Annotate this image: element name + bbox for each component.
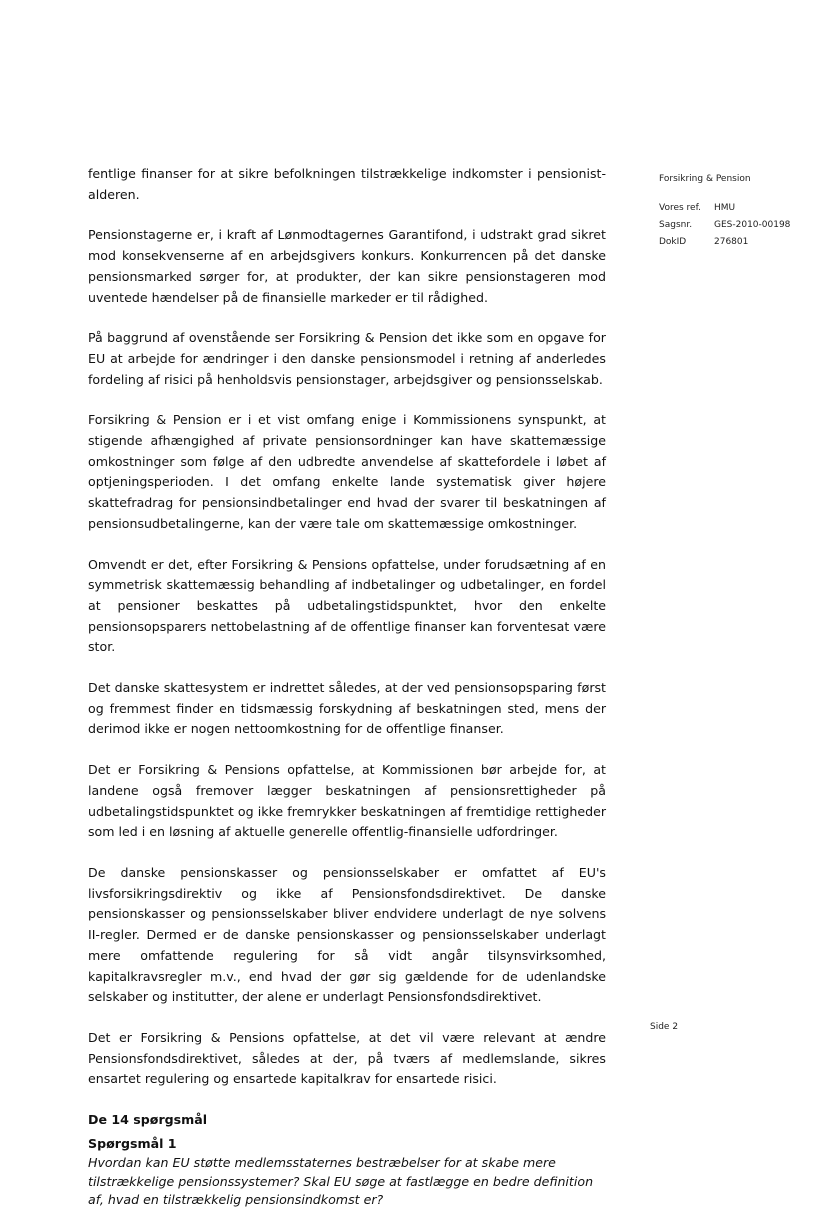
meta-label: DokID: [659, 237, 687, 247]
meta-label: Sagsnr.: [659, 220, 693, 230]
paragraph: De danske pensionskasser og pensionsselskaber er omfattet af EU's livsforsikringsdirektiv og ikke af Pensionsfondsdirektivet. De danske pensionskasser og pensionsselskaber bliver endvidere underlagt de nye solvens II-regler. Dermed er de danske pensionskasser og pensionsselskaber underlagt mere omfattende regulering for så vidt angår tilsynsvirksomhed, kapitalkravsregler m.v., end hvad der gør sig gældende for de udenlandske selskaber og institutter, der alene er underlagt Pensionsfondsdirektivet.: [88, 864, 606, 1005]
question-text: Hvordan kan EU støtte medlemsstaternes bestræbelser for at skabe mere tilstrækkelige pensionssystemer? Skal EU søge at fastlægge en bedre definition af, hvad en tilstrækkelig pensionsindkomst er?: [88, 1155, 594, 1208]
paragraph: Forsikring & Pension er i et vist omfang enige i Kommissionens synspunkt, at stigende afhængighed af private pensionsordninger kan have skattemæssige omkostninger som følge af den udbredte anvendelse af skattefordele i løbet af optjeningsperioden. I det omfang enkelte lande systematisk giver højere skattefradrag for pensionsindbetalinger end hvad der svarer til beskatningen af pensionsudbetalingerne, kan der være tale om skattemæssige omkostninger.: [88, 412, 606, 531]
meta-value: 276801: [714, 237, 749, 247]
paragraph: Det er Forsikring & Pensions opfattelse, at det vil være relevant at ændre Pensionsfondsdirektivet, således at der, på tværs af medlemslande, sikres ensartet regulering og ensartede kapitalkrav for ensartede risici.: [88, 1029, 606, 1087]
meta-row-doc-id: [659, 234, 819, 251]
meta-row-case-number: [659, 217, 819, 234]
organization-name: Forsikring & Pension: [659, 174, 751, 184]
document-body: [88, 164, 606, 1210]
meta-label: Vores ref.: [659, 203, 701, 213]
question-heading: Spørgsmål 1: [88, 1136, 177, 1152]
meta-value: HMU: [714, 203, 736, 213]
meta-row-ref: [659, 200, 819, 217]
paragraph: fentlige finanser for at sikre befolkningen tilstrækkelige indkomster i pensionist-alderen.: [88, 166, 606, 202]
section-heading: De 14 spørgsmål: [88, 1112, 208, 1128]
document-sidebar: [659, 171, 819, 251]
meta-value: GES-2010-00198: [714, 220, 791, 230]
paragraph: Det er Forsikring & Pensions opfattelse, at Kommissionen bør arbejde for, at landene også fremover lægger beskatningen af pensionsrettigheder på udbetalingstidspunktet og ikke fremrykker beskatningen af fremtidige rettigheder som led i en løsning af aktuelle generelle offentlig-finansielle udfordringer.: [88, 762, 606, 840]
paragraph: På baggrund af ovenstående ser Forsikring & Pension det ikke som en opgave for EU at arbejde for ændringer i den danske pensionsmodel i retning af anderledes fordeling af risici på henholdsvis pensionstager, arbejdsgiver og pensionsselskab.: [88, 330, 606, 387]
paragraph: Det danske skattesystem er indrettet således, at der ved pensionsopsparing først og fremmest finder en tidsmæssig forskydning af beskatningen sted, mens der derimod ikke er nogen nettoomkostning for de offentlige finanser.: [88, 680, 606, 737]
page-number: Side 2: [650, 1022, 679, 1032]
paragraph: Omvendt er det, efter Forsikring & Pensions opfattelse, under forudsætning af en symmetrisk skattemæssig behandling af indbetalinger og udbetalinger, en fordel at pensioner beskattes på udbetalingstidspunktet, hvor den enkelte pensionsopsparers nettobelastning af de offentlige finanser kan forventesat være stor.: [88, 556, 606, 655]
paragraph: Pensionstagerne er, i kraft af Lønmodtagernes Garantifond, i udstrakt grad sikret mod konsekvenserne af en arbejdsgivers konkurs. Konkurrencen på det danske pensionsmarked sørger for, at produkter, der kan sikre pensionstageren mod uventede hændelser på de finansielle markeder er til rådighed.: [88, 227, 606, 305]
